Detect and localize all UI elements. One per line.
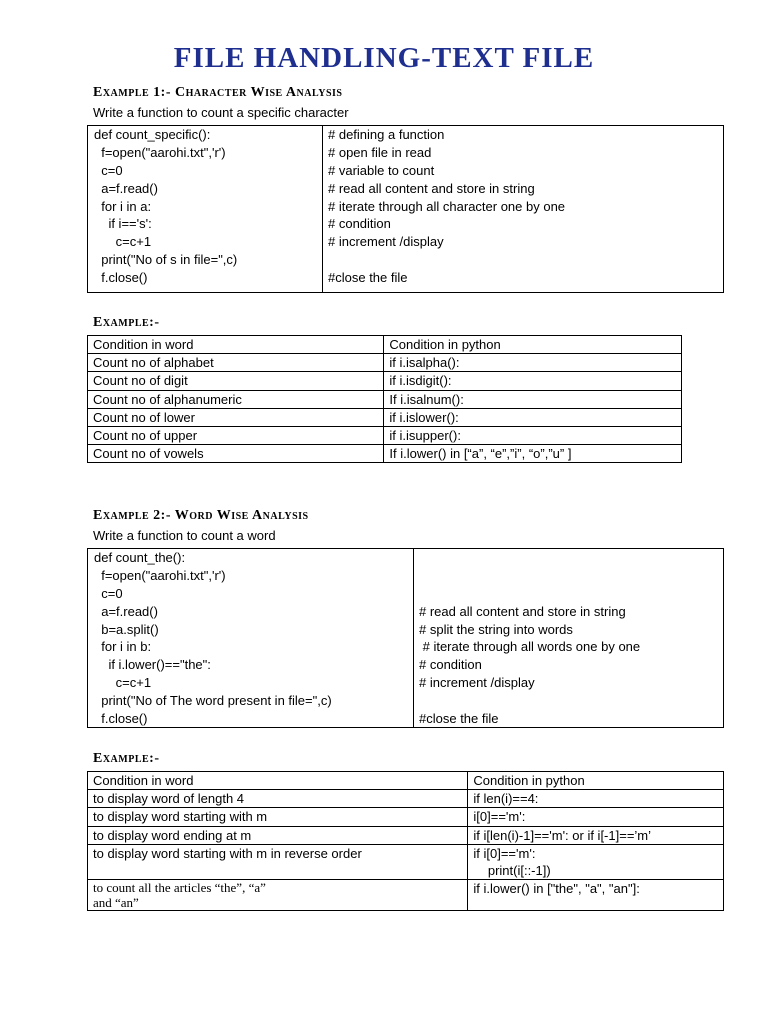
table-row [88,408,682,426]
table-row [88,445,682,463]
table-cell: to display word starting with m in reverse order [88,844,468,879]
table-row [88,427,682,445]
table-row [88,790,724,808]
example2-code-box [87,548,724,728]
code-line: if i=='s': [94,216,152,232]
code-line: f.close() [94,270,148,286]
table-cell: if i[0]=='m': print(i[::-1]) [468,844,724,879]
example2-code-column [94,549,332,728]
table-cell: Condition in python [468,772,724,790]
column-divider [322,126,323,292]
code-line: c=0 [94,162,123,178]
table2-heading: Example:- [93,751,160,766]
table-cell: if i.isalpha(): [384,354,682,372]
code-line: def count_specific(): [94,127,211,142]
example2-heading: Example 2:- Word Wise Analysis [93,508,309,523]
table-header-row [88,336,682,354]
comment-line [419,692,640,710]
code-line: c=0 [94,585,123,601]
condition-table-1 [87,335,682,463]
table-cell: Count no of alphanumeric [88,390,384,408]
example2-comment-column [419,549,640,728]
comment-line: # iterate through all character one by one [328,198,566,214]
table-cell: If i.isalnum(): [384,390,682,408]
table-cell: Count no of lower [88,408,384,426]
table-row [88,844,724,879]
table-cell: Count no of alphabet [88,354,384,372]
example2-caption: Write a function to count a word [93,528,276,543]
comment-line: # read all content and store in string [328,180,535,196]
table-cell: to display word ending at m [88,826,468,844]
code-line: c=c+1 [94,234,152,250]
example1-caption: Write a function to count a specific character [93,105,349,120]
code-line: f=open("aarohi.txt",'r') [94,567,226,583]
comment-line: # open file in read [328,144,432,160]
table-cell: if i.isupper(): [384,427,682,445]
table-cell: to count all the articles “the”, “a” and “an” [88,880,468,911]
example1-code-column [94,126,237,287]
code-line: a=f.read() [94,603,158,619]
table-cell: if i.islower(): [384,408,682,426]
table-row [88,880,724,911]
comment-line: # iterate through all words one by one [419,639,641,655]
code-line: a=f.read() [94,180,158,196]
code-line: f=open("aarohi.txt",'r') [94,144,226,160]
example1-comment-column [328,126,565,287]
code-line: print("No of s in file=",c) [94,252,238,268]
comment-line: # condition [328,216,391,232]
example1-heading: Example 1:- Character Wise Analysis [93,85,343,100]
table-cell: if i.lower() in ["the", "a", "an"]: [468,880,724,911]
table-cell: if i[len(i)-1]=='m': or if i[-1]==’m’ [468,826,724,844]
table-cell: If i.lower() in [“a”, “e”,”i”, “o”,”u” ] [384,445,682,463]
code-line: for i in a: [94,198,152,214]
comment-line [328,251,565,269]
table-cell: Count no of vowels [88,445,384,463]
table-header-row [88,772,724,790]
page-title: FILE HANDLING-TEXT FILE [173,42,595,74]
table1-heading: Example:- [93,315,160,330]
table-cell: i[0]=='m': [468,808,724,826]
table-cell: if len(i)==4: [468,790,724,808]
table-row [88,354,682,372]
table-cell: Condition in word [88,336,384,354]
table-row [88,826,724,844]
table-cell: Count no of upper [88,427,384,445]
table-row [88,808,724,826]
column-divider [413,549,414,727]
table-cell: Condition in python [384,336,682,354]
code-line: if i.lower()=="the": [94,657,211,673]
comment-line: # variable to count [328,162,435,178]
code-line: b=a.split() [94,621,159,637]
table-cell: if i.isdigit(): [384,372,682,390]
table-cell: to display word starting with m [88,808,468,826]
comment-line: #close the file [419,711,499,727]
code-line: f.close() [94,711,148,727]
comment-line [419,585,640,603]
code-line: for i in b: [94,639,152,655]
table-cell: to display word of length 4 [88,790,468,808]
table-row [88,390,682,408]
table-cell: Count no of digit [88,372,384,390]
table-cell: Condition in word [88,772,468,790]
example1-code-box [87,125,724,293]
comment-line: # split the string into words [419,621,573,637]
code-line: c=c+1 [94,675,152,691]
comment-line: # read all content and store in string [419,603,626,619]
code-line: def count_the(): [94,550,186,565]
condition-table-2 [87,771,724,911]
comment-line: # increment /display [419,675,535,691]
comment-line: #close the file [328,270,408,286]
comment-line: # increment /display [328,234,444,250]
comment-line [419,549,640,567]
comment-line: # condition [419,657,482,673]
comment-line: # defining a function [328,127,445,142]
comment-line [419,567,640,585]
table-row [88,372,682,390]
code-line: print("No of The word present in file=",c) [94,693,332,709]
